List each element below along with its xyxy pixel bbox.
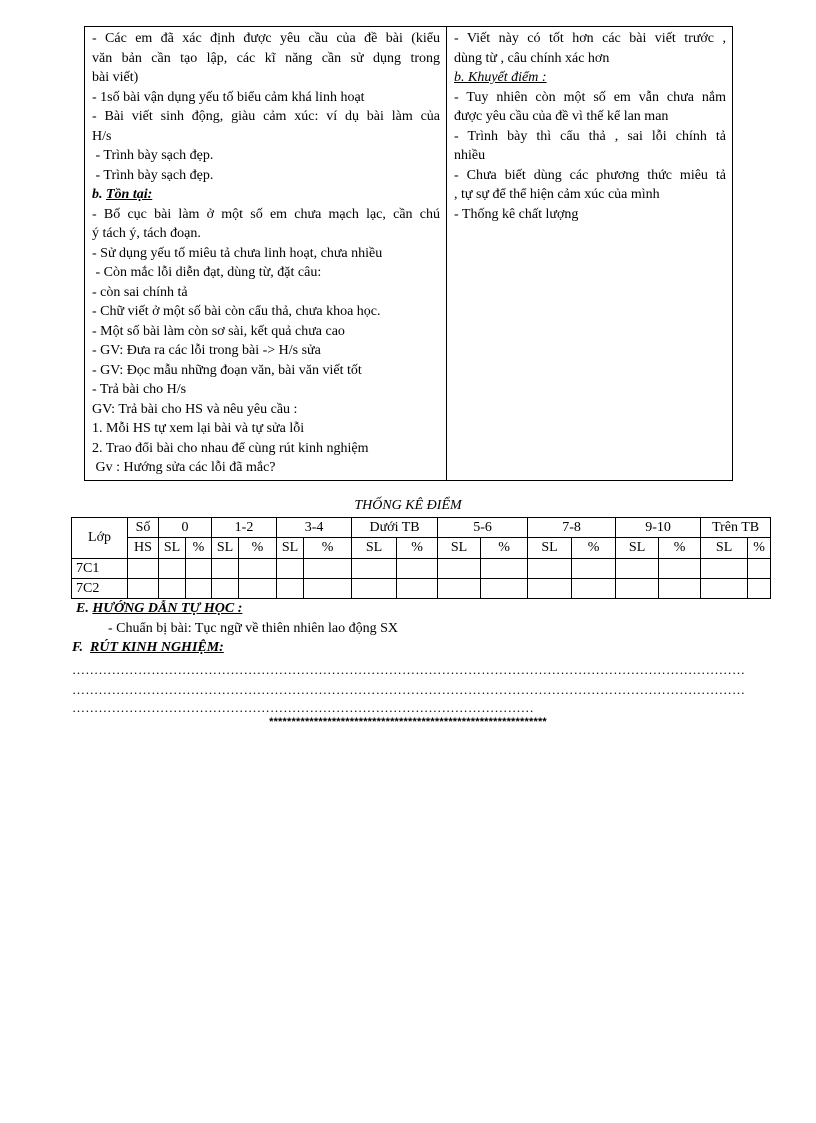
stats-table [71, 517, 771, 599]
text-line: - Tuy nhiên còn một số em vẫn chưa nắm [454, 89, 726, 105]
separator-stars: ************************************************************** [269, 716, 547, 728]
text-line: - 1số bài vận dụng yếu tố biểu cảm khá linh hoạt [92, 89, 365, 105]
section-f-heading [72, 640, 224, 656]
text-line: - Viết này có tốt hơn các bài viết trước , [454, 31, 726, 46]
text-line: - Trình bày sạch đẹp. [92, 148, 214, 163]
text-line: - Còn mắc lỗi diễn đạt, dùng từ, đặt câu: [92, 265, 322, 280]
stats-title: THỐNG KÊ ĐIỂM [354, 498, 462, 513]
header-group: 5-6 [438, 518, 528, 538]
header-sl: SL [352, 538, 397, 558]
header-pct: % [304, 538, 352, 558]
header-group: 7-8 [528, 518, 616, 538]
header-sl: SL [438, 538, 481, 558]
text-line: - Sử dụng yếu tố miêu tả chưa linh hoạt, chưa nhiều [92, 245, 383, 261]
dotted-line: ……………………………………………………………………………………………………………………………………… [72, 682, 746, 697]
text-line: - Bài viết sinh động, giàu cảm xúc: ví dụ bài làm của [92, 109, 440, 124]
text-line: - Bố cục bài làm ở một số em chưa mạch lạc, cần chú [92, 206, 440, 222]
text-line: nhiều [454, 148, 486, 163]
section-label: E. [76, 601, 93, 616]
header-sl: SL [159, 538, 186, 558]
header-group: Trên TB [701, 518, 771, 538]
text-line: - Trình bày thì cẩu thả , sai lỗi chính tả [454, 128, 726, 144]
table-row [72, 578, 771, 598]
left-column [85, 27, 447, 481]
text-line: dùng từ , câu chính xác hơn [454, 50, 610, 66]
text-line: - Các em đã xác định được yêu cầu của đề bài (kiểu [92, 31, 440, 46]
text-line: - GV: Đọc mẫu những đoạn văn, bài văn viết tốt [92, 362, 362, 378]
text-line: - Thống kê chất lượng [454, 206, 579, 222]
text-line: 1. Mỗi HS tự xem lại bài và tự sửa lỗi [92, 421, 305, 436]
text-line: 2. Trao đổi bài cho nhau để cùng rút kinh nghiệm [92, 440, 369, 456]
text-line: ý tách ý, tách đoạn. [92, 226, 201, 241]
header-sl: SL [277, 538, 304, 558]
text-line: - Trả bài cho H/s [92, 382, 187, 397]
class-cell: 7C2 [72, 578, 128, 598]
section-title: HƯỚNG DẪN TỰ HỌC : [92, 601, 243, 616]
text-line: được yêu cầu của đề vì thế kể lan man [454, 109, 669, 124]
header-hs: HS [128, 538, 159, 558]
section-title: RÚT KINH NGHIỆM: [90, 640, 224, 655]
section-label: F. [72, 640, 87, 655]
text-line: - còn sai chính tả [92, 284, 188, 300]
header-pct: % [239, 538, 277, 558]
class-cell: 7C1 [72, 558, 128, 578]
text-line: Gv : Hướng sửa các lỗi đã mắc? [92, 460, 276, 475]
header-pct: % [186, 538, 212, 558]
content-table [84, 26, 733, 481]
text-line: văn bản cần tạo lập, các kĩ năng cần sử dụng trong [92, 50, 440, 66]
header-pct: % [481, 538, 528, 558]
header-group: 0 [159, 518, 212, 538]
right-column [447, 27, 733, 481]
header-so: Số [128, 518, 159, 538]
table-row [72, 558, 771, 578]
header-group: 1-2 [212, 518, 277, 538]
header-sl: SL [616, 538, 659, 558]
text-line: - GV: Đưa ra các lỗi trong bài -> H/s sửa [92, 343, 321, 358]
heading-khuyet-diem [454, 68, 726, 88]
header-group: 3-4 [277, 518, 352, 538]
heading-prefix: b. [92, 187, 106, 202]
heading-text: b. Khuyết điểm : [454, 70, 547, 85]
header-sl: SL [212, 538, 239, 558]
header-pct: % [748, 538, 771, 558]
section-e-heading [76, 601, 242, 617]
text-line: - Chữ viết ở một số bài còn cẩu thả, chưa khoa học. [92, 304, 381, 319]
text-line: - Chưa biết dùng các phương thức miêu tả [454, 167, 726, 183]
section-e-item: - Chuẩn bị bài: Tục ngữ về thiên nhiên lao động SX [108, 621, 399, 636]
text-line: GV: Trả bài cho HS và nêu yêu cầu : [92, 401, 298, 417]
text-line: H/s [92, 128, 112, 144]
header-lop: Lớp [72, 518, 128, 559]
header-pct: % [397, 538, 438, 558]
heading-text: Tồn tại: [106, 187, 153, 202]
dotted-line: …………………………………………………………………………………………… [72, 700, 534, 715]
text-line: - Trình bày sạch đẹp. [92, 167, 214, 183]
header-sl: SL [528, 538, 572, 558]
header-group: 9-10 [616, 518, 701, 538]
text-line: - Một số bài làm còn sơ sài, kết quả chưa cao [92, 323, 345, 339]
header-pct: % [659, 538, 701, 558]
heading-ton-tai [92, 185, 440, 205]
header-sl: SL [701, 538, 748, 558]
text-line: , tự sự để thể hiện cảm xúc của mình [454, 187, 660, 202]
header-group: Dưới TB [352, 518, 438, 538]
text-line: bài viết) [92, 70, 139, 85]
header-pct: % [572, 538, 616, 558]
dotted-line: ……………………………………………………………………………………………………………………………………… [72, 662, 746, 677]
